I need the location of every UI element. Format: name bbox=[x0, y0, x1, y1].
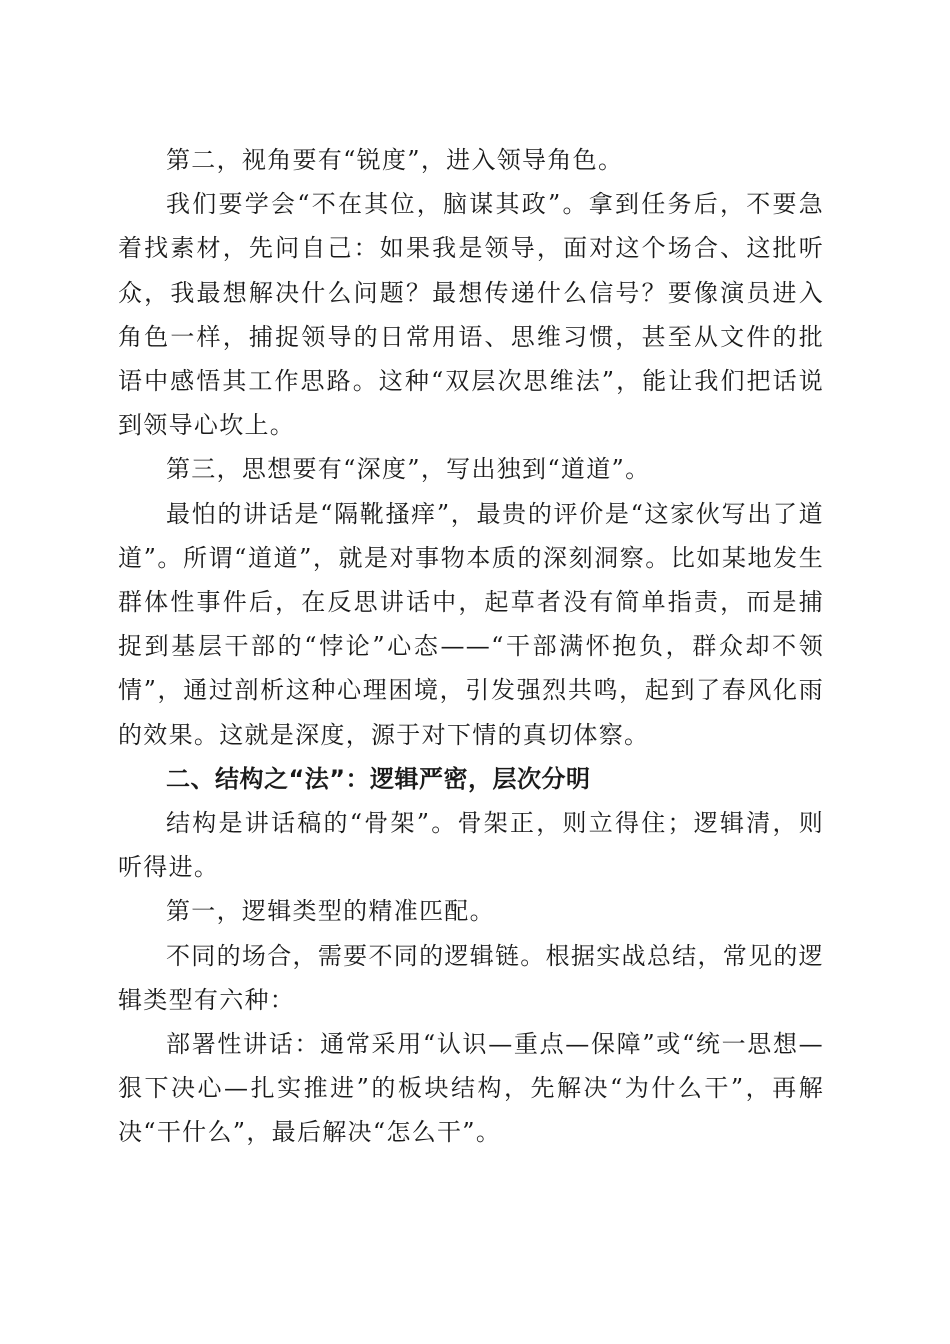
section-heading-structure: 二、结构之“法”：逻辑严密，层次分明 bbox=[166, 764, 591, 793]
document-body bbox=[118, 138, 824, 1155]
subheading-depth: 第三，思想要有“深度”，写出独到“道道”。 bbox=[166, 455, 651, 484]
subheading-sharpness: 第二，视角要有“锐度”，进入领导角色。 bbox=[166, 146, 624, 174]
paragraph-leader-role: 我们要学会“不在其位，脑谋其政”。拿到任务后，不要急着找素材，先问自己：如果我是领导，面对这个场合、这批听众，我最想解决什么问题？最想传递什么信号？要像演员进入角色一样，捕捉领导的日常用语、思维习惯，甚至从文件的批语中感悟其工作思路。这种“双层次思维法”，能让我们把话说到领导心坎上。 bbox=[118, 190, 824, 440]
paragraph-skeleton: 结构是讲话稿的“骨架”。骨架正，则立得住；逻辑清，则听得进。 bbox=[118, 809, 824, 882]
paragraph-logic-types: 不同的场合，需要不同的逻辑链。根据实战总结，常见的逻辑类型有六种： bbox=[118, 941, 824, 1014]
paragraph-insight: 最怕的讲话是“隔靴搔痒”，最贵的评价是“这家伙写出了道道”。所谓“道道”，就是对事物本质的深刻洞察。比如某地发生群体性事件后，在反思讲话中，起草者没有简单指责，而是捕捉到基层干部的“悖论”心态——“干部满怀抱负，群众却不领情”，通过剖析这种心理困境，引发强烈共鸣，起到了春风化雨的效果。这就是深度，源于对下情的真切体察。 bbox=[118, 499, 824, 749]
paragraph-deployment-speech: 部署性讲话：通常采用“认识—重点—保障”或“统一思想—狠下决心—扎实推进”的板块结构，先解决“为什么干”，再解决“干什么”，最后解决“怎么干”。 bbox=[118, 1030, 824, 1147]
subheading-logic-match: 第一，逻辑类型的精准匹配。 bbox=[166, 897, 495, 926]
